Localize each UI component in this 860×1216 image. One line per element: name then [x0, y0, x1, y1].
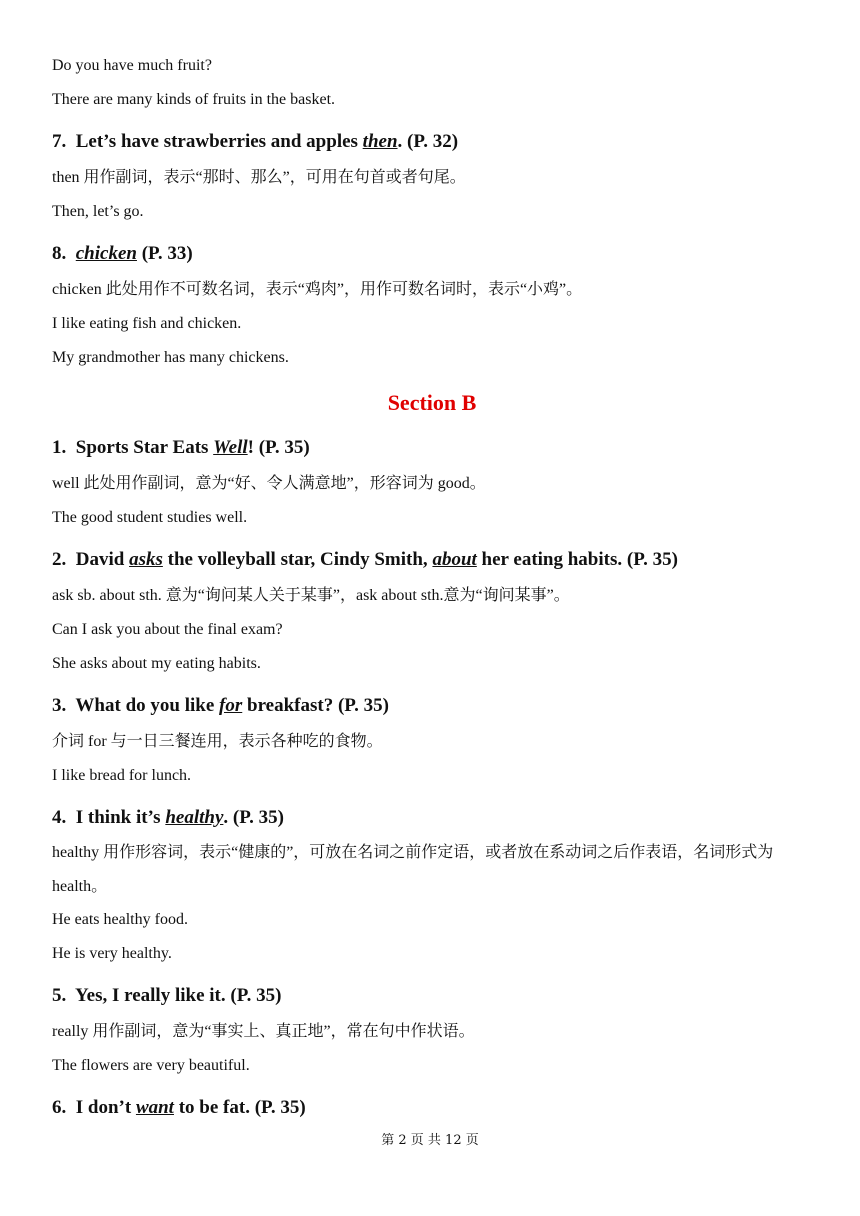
explanation: really 用作副词，意为“事实上、真正地”，常在句中作状语。 [52, 1023, 475, 1040]
example-sentence: Can I ask you about the final exam? [52, 621, 283, 638]
item-heading: 2. David asks the volleyball star, Cindy Smith, about her eating habits. (P. 35) [52, 549, 678, 570]
example-sentence: He eats healthy food. [52, 911, 188, 928]
item-heading: 5. Yes, I really like it. (P. 35) [52, 985, 282, 1006]
text-line: There are many kinds of fruits in the basket. [52, 91, 336, 108]
page-footer: 第 2 页 共 12 页 [381, 1133, 479, 1148]
keyword: want [135, 1097, 174, 1118]
keyword: about [432, 549, 477, 570]
section-title: Section B [387, 390, 477, 415]
example-sentence: Then, let’s go. [52, 203, 144, 220]
keyword: chicken [75, 243, 137, 264]
keyword: for [219, 695, 243, 716]
explanation: ask sb. about sth. 意为“询问某人关于某事”，ask about sth.意为“询问某事”。 [52, 587, 570, 604]
example-sentence: The good student studies well. [52, 509, 248, 526]
keyword: asks [129, 549, 163, 570]
example-sentence: The flowers are very beautiful. [52, 1057, 250, 1074]
keyword: healthy [165, 807, 224, 828]
keyword: Well [213, 437, 248, 458]
text-line: Do you have much fruit? [52, 57, 212, 74]
explanation: 介词 for 与一日三餐连用，表示各种吃的食物。 [52, 733, 383, 750]
explanation: chicken 此处用作不可数名词，表示“鸡肉”，用作可数名词时，表示“小鸡”。 [52, 281, 583, 298]
explanation: healthy 用作形容词，表示“健康的”，可放在名词之前作定语，或者放在系动词之后作表语，名词形式为 health。 [52, 844, 774, 895]
keyword: then [362, 131, 398, 152]
example-sentence: My grandmother has many chickens. [52, 349, 289, 366]
example-sentence: She asks about my eating habits. [52, 655, 261, 672]
item-heading: 3. What do you like for breakfast? (P. 35) [52, 695, 389, 716]
page-content [52, 56, 812, 1134]
example-sentence: I like bread for lunch. [52, 767, 192, 784]
explanation: then 用作副词，表示“那时、那么”，可用在句首或者句尾。 [52, 169, 466, 186]
item-heading: 1. Sports Star Eats Well! (P. 35) [52, 437, 310, 458]
explanation: well 此处用作副词，意为“好、令人满意地”，形容词为 good。 [52, 475, 486, 492]
item-heading: 8. chicken (P. 33) [52, 243, 193, 264]
example-sentence: I like eating fish and chicken. [52, 315, 242, 332]
item-heading: 4. I think it’s healthy. (P. 35) [52, 807, 284, 828]
item-heading: 7. Let’s have strawberries and apples then. (P. 32) [52, 131, 459, 152]
example-sentence: He is very healthy. [52, 945, 172, 962]
item-heading: 6. I don’t want to be fat. (P. 35) [52, 1097, 306, 1118]
